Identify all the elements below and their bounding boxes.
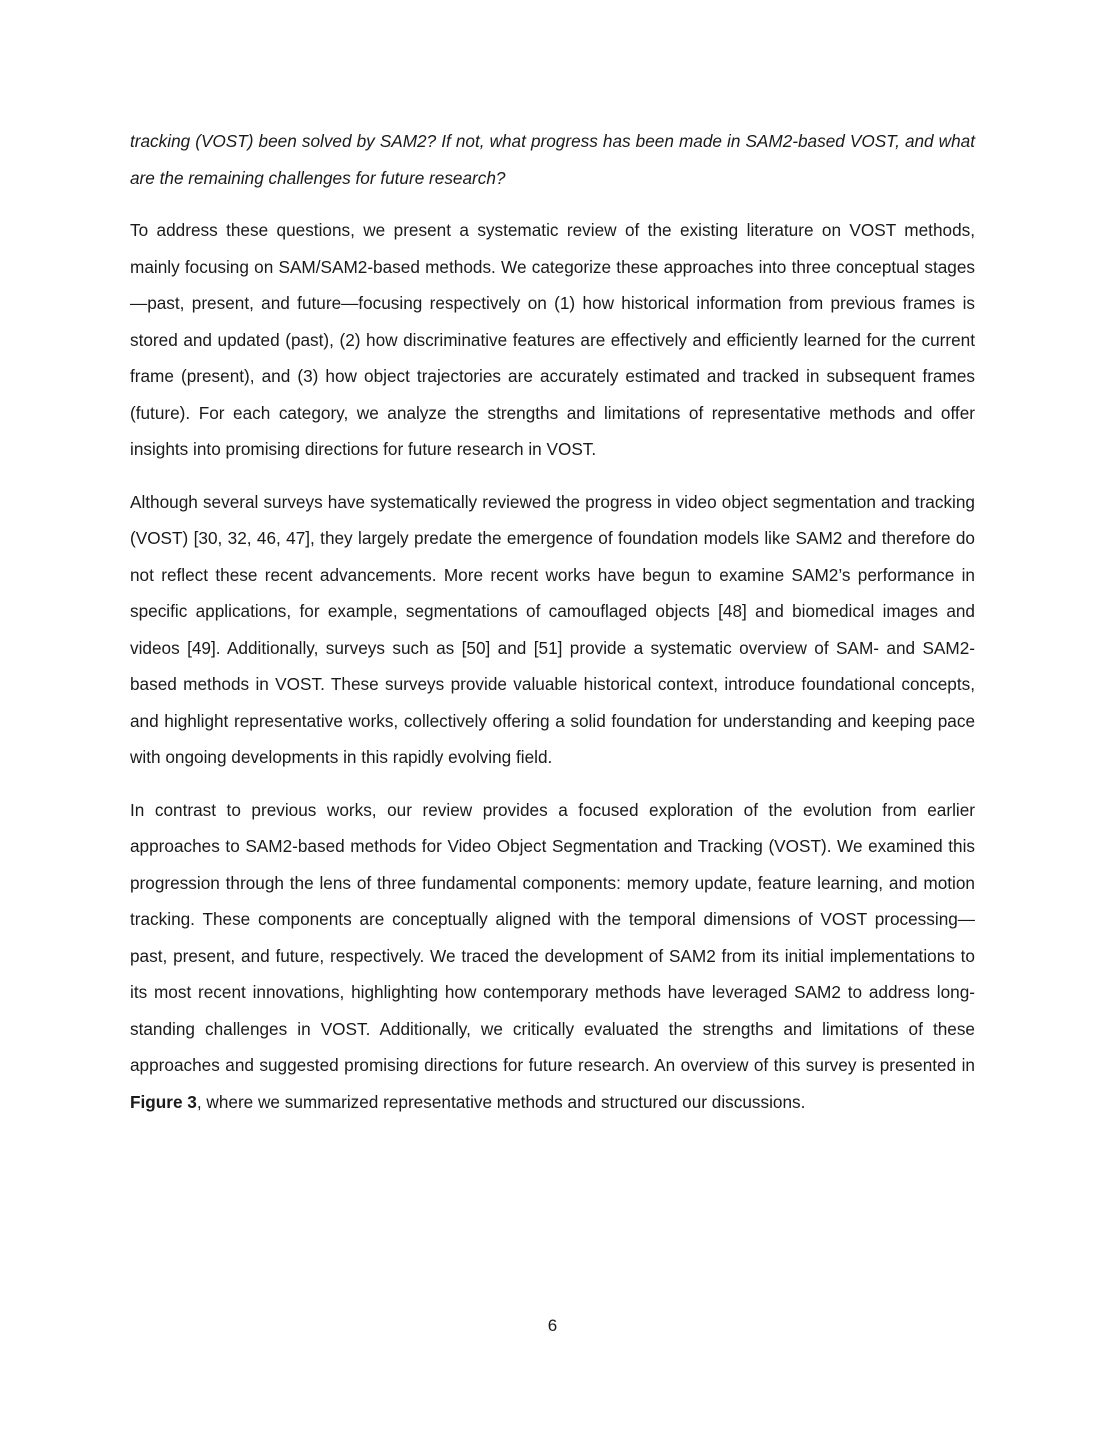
paragraph-research-question: tracking (VOST) been solved by SAM2? If not, what progress has been made in SAM2-based VOST, and what are the remaining challenges for future research? bbox=[130, 131, 975, 188]
paragraph-review-approach: To address these questions, we present a systematic review of the existing literature on VOST methods, mainly focusing on SAM/SAM2-based methods. We categorize these approaches into three conceptual stages—past, present, and future—focusing respectively on (1) how historical information from previous frames is stored and updated (past), (2) how discriminative features are effectively and efficiently learned for the current frame (present), and (3) how object trajectories are accurately estimated and tracked in subsequent frames (future). For each category, we analyze the strengths and limitations of representative methods and offer insights into promising directions for future research in VOST. bbox=[130, 220, 975, 459]
page-number: 6 bbox=[547, 1316, 558, 1335]
figure-reference: Figure 3 bbox=[130, 1091, 197, 1112]
document-body bbox=[130, 123, 975, 1136]
paragraph-contribution-text-a: In contrast to previous works, our review provides a focused exploration of the evolution from earlier approaches to SAM2-based methods for Video Object Segmentation and Tracking (VOST). We examined this progression through the lens of three fundamental components: memory update, feature learning, and motion tracking. These components are conceptually aligned with the temporal dimensions of VOST processing—past, present, and future, respectively. We traced the development of SAM2 from its initial implementations to its most recent innovations, highlighting how contemporary methods have leveraged SAM2 to address long-standing challenges in VOST. Additionally, we critically evaluated the strengths and limitations of these approaches and suggested promising directions for future research. An overview of this survey is presented in bbox=[130, 799, 975, 1075]
paragraph-previous-surveys: Although several surveys have systematically reviewed the progress in video object segmentation and tracking (VOST) [30, 32, 46, 47], they largely predate the emergence of foundation models like SAM2 and therefore do not reflect these recent advancements. More recent works have begun to examine SAM2’s performance in specific applications, for example, segmentations of camouflaged objects [48] and biomedical images and videos [49]. Additionally, surveys such as [50] and [51] provide a systematic overview of SAM- and SAM2-based methods in VOST. These surveys provide valuable historical context, introduce foundational concepts, and highlight representative works, collectively offering a solid foundation for understanding and keeping pace with ongoing developments in this rapidly evolving field. bbox=[130, 491, 975, 767]
paragraph-contribution-text-b: , where we summarized representative methods and structured our discussions. bbox=[196, 1091, 806, 1112]
paragraph-contribution bbox=[130, 792, 975, 1121]
